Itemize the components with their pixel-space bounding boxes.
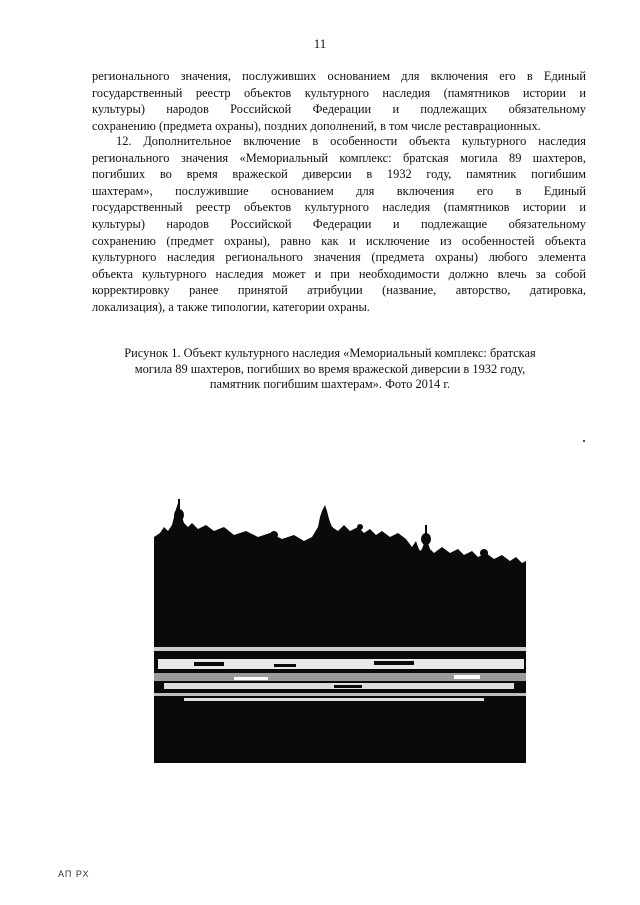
figure-caption bbox=[80, 346, 580, 393]
text-line: государственный реестр объектов культурного наследия (памятников истории и bbox=[92, 85, 586, 100]
memorial-photo bbox=[154, 497, 526, 763]
text-line: 12. Дополнительное включение в особенности объекта культурного наследия bbox=[116, 134, 586, 148]
text-line: регионального значения, послуживших основанием для включения его в Единый bbox=[92, 69, 586, 83]
text-line: сохранению (предмет охраны), равно как и исключение из особенностей объекта bbox=[92, 233, 586, 248]
light-band bbox=[184, 698, 484, 701]
foliage-dot bbox=[480, 549, 488, 557]
light-band bbox=[154, 647, 526, 651]
caption-line: могила 89 шахтеров, погибших во время вражеской диверсии в 1932 году, bbox=[134, 361, 526, 376]
text-line: культуры) народов Российской Федерации и подлежащие обязательному bbox=[92, 216, 586, 231]
grain-patch bbox=[274, 664, 296, 667]
text-line: погибших во время вражеской диверсии в 1932 году, памятник погибшим bbox=[92, 167, 586, 182]
text-line: шахтерам», послужившие основанием для включения его в Единый bbox=[92, 183, 586, 198]
text-line: объекта культурного наследия может и при необходимости должно влечь за собой bbox=[92, 266, 586, 281]
text-line: сохранению (предмета охраны), поздних дополнений, в том числе реставрационных. bbox=[92, 118, 541, 133]
monument-arm bbox=[330, 527, 333, 537]
text-line: локализация), а также типологии, категории охраны. bbox=[92, 299, 370, 314]
foliage-dot bbox=[270, 531, 278, 539]
grain-patch bbox=[334, 685, 362, 688]
archive-stamp: АП РХ bbox=[58, 869, 90, 879]
grain-patch bbox=[374, 661, 414, 665]
text-line: культуры) народов Российской Федерации и подлежащих обязательному bbox=[92, 102, 586, 117]
grain-patch bbox=[234, 677, 268, 680]
light-band bbox=[154, 693, 526, 696]
text-line: государственный реестр объектов культурного наследия (памятников истории и bbox=[92, 200, 586, 215]
grain-patch bbox=[194, 662, 224, 666]
text-line: корректировку ранее принятой атрибуции (название, авторство, датировка, bbox=[92, 283, 586, 298]
caption-line: Рисунок 1. Объект культурного наследия «Мемориальный комплекс: братская bbox=[124, 346, 536, 360]
page-number: 11 bbox=[313, 36, 327, 51]
text-line: регионального значения «Мемориальный комплекс: братская могила 89 шахтеров, bbox=[92, 150, 586, 165]
foliage-dot bbox=[357, 524, 363, 530]
speck-mark bbox=[583, 440, 585, 442]
paragraph-2 bbox=[92, 133, 586, 316]
paragraph-1 bbox=[92, 68, 586, 134]
caption-line: памятник погибшим шахтерам». Фото 2014 г. bbox=[209, 377, 451, 391]
grain-patch bbox=[454, 675, 480, 679]
foliage-dot bbox=[191, 528, 197, 534]
church-spire bbox=[178, 499, 180, 511]
text-line: культурного наследия регионального значения (предмета охраны) любого элемента bbox=[92, 250, 586, 265]
church-spire bbox=[425, 525, 427, 535]
